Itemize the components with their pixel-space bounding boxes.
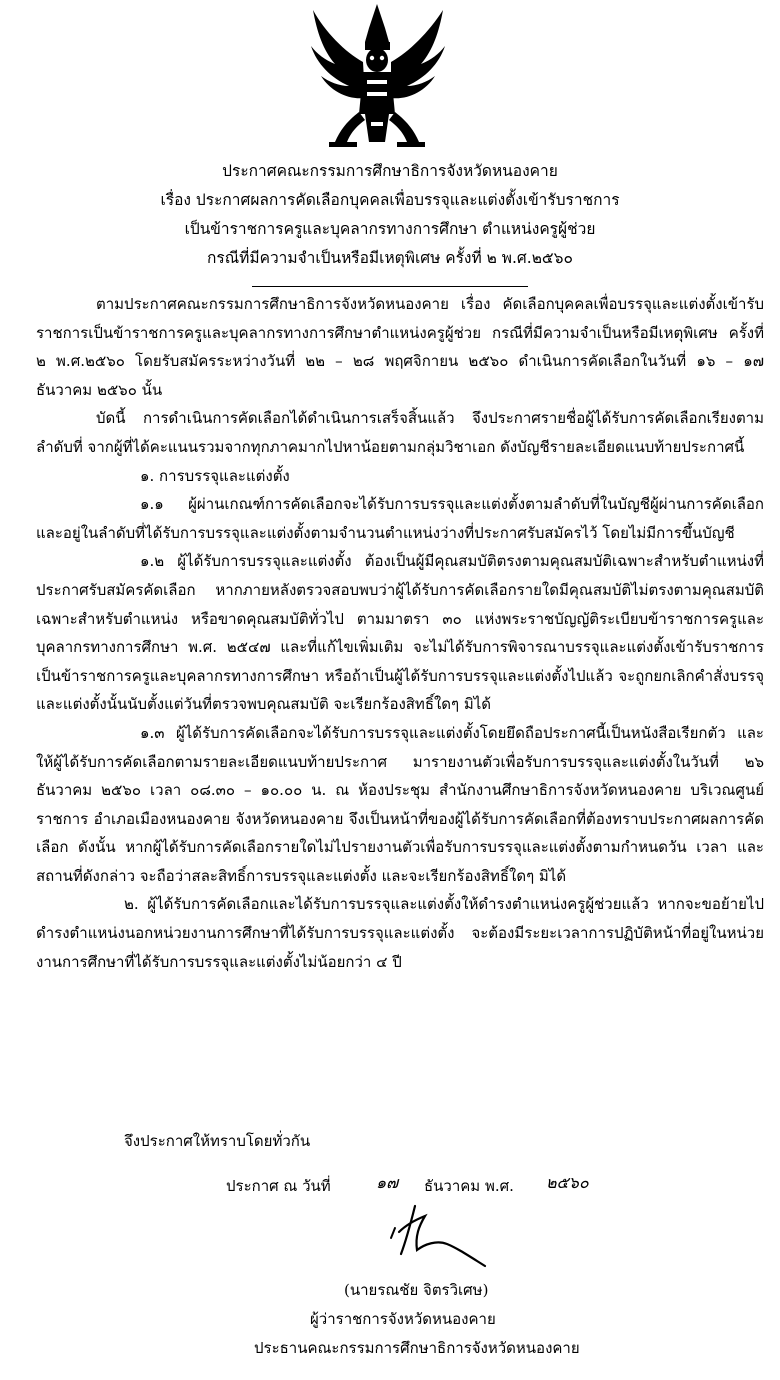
section-2: ๒. ผู้ได้รับการคัดเลือกและได้รับการบรรจุและแต่งตั้งให้ดำรงตำแหน่งครูผู้ช่วยแล้ว หากจะขอย้ายไปดำรงตำแหน่งนอกหน่วยงานการศึกษาที่ได้รับการบรรจุและแต่งตั้ง จะต้องมีระยะเวลาการปฏิบัติหน้าที่อยู่ในหน่วยงานการศึกษาที่ได้รับการบรรจุและแต่งตั้งไม่น้อยกว่า ๔ ปี	[36, 895, 764, 971]
handwritten-signature-icon	[385, 1192, 495, 1272]
announce-year: ๒๕๖๐	[546, 1173, 589, 1192]
announcement-title	[0, 157, 780, 273]
announce-day: ๑๗	[376, 1173, 399, 1192]
section-1-heading: ๑. การบรรจุและแต่งตั้ง	[140, 466, 290, 485]
signer-title: ผู้ว่าราชการจังหวัดหนองคาย	[310, 1310, 496, 1328]
closing-notice: จึงประกาศให้ทราบโดยทั่วกัน	[124, 1132, 311, 1150]
signer-name: (นายรณชัย จิตรวิเศษ)	[344, 1281, 489, 1299]
subject-line-2: เป็นข้าราชการครูและบุคลากรทางการศึกษา ตำแหน่งครูผู้ช่วย	[184, 220, 596, 238]
announce-date-label: ประกาศ ณ วันที่	[226, 1177, 331, 1195]
section-1-3: ๑.๓ ผู้ได้รับการคัดเลือกจะได้รับการบรรจุและแต่งตั้งโดยยึดถือประกาศนี้เป็นหนังสือเรียกตัว และให้ผู้ได้รับการคัดเลือกตามรายละเอียดแนบท้ายประกาศ มารายงานตัวเพื่อรับการบรรจุและแต่งตั้งในวันที่ ๒๖ ธันวาคม ๒๕๖๐ เวลา ๐๘.๓๐ – ๑๐.๐๐ น. ณ ห้องประชุม สำนักงานศึกษาธิการจังหวัดหนองคาย บริเวณศูนย์ราชการ อำเภอเมืองหนองคาย จังหวัดหนองคาย จึงเป็นหน้าที่ของผู้ได้รับการคัดเลือกที่ต้องทราบประกาศผลการคัดเลือก ดังนั้น หากผู้ได้รับการคัดเลือกรายใดไม่ไปรายงานตัวเพื่อรับการบรรจุและแต่งตั้งตามกำหนดวัน เวลา และสถานที่ดังกล่าว จะถือว่าสละสิทธิ์การบรรจุและแต่งตั้ง และจะเรียกร้องสิทธิ์ใดๆ มิได้	[36, 723, 764, 885]
title-divider	[252, 286, 528, 287]
subject-line-3: กรณีที่มีความจำเป็นหรือมีเหตุพิเศษ ครั้งที่ ๒ พ.ศ.๒๕๖๐	[207, 249, 573, 267]
section-1-1: ๑.๑ ผู้ผ่านเกณฑ์การคัดเลือกจะได้รับการบรรจุและแต่งตั้งตามลำดับที่ในบัญชีผู้ผ่านการคัดเลือก และอยู่ในลำดับที่ได้รับการบรรจุและแต่งตั้งตามจำนวนตำแหน่งว่างที่ประกาศรับสมัครไว้ โดยไม่มีการขึ้นบัญชี	[36, 495, 764, 542]
subject-line: เรื่อง ประกาศผลการคัดเลือกบุคคลเพื่อบรรจุและแต่งตั้งเข้ารับราชการ	[160, 191, 620, 209]
garuda-emblem-icon	[305, 2, 450, 152]
issuer-line: ประกาศคณะกรรมการศึกษาธิการจังหวัดหนองคาย	[222, 162, 558, 180]
paragraph-reference: ตามประกาศคณะกรรมการศึกษาธิการจังหวัดหนองคาย เรื่อง คัดเลือกบุคคลเพื่อบรรจุและแต่งตั้งเข้ารับราชการเป็นข้าราชการครูและบุคลากรทางการศึกษาตำแหน่งครูผู้ช่วย กรณีที่มีความจำเป็นหรือมีเหตุพิเศษ ครั้งที่ ๒ พ.ศ.๒๕๖๐ โดยรับสมัครระหว่างวันที่ ๒๒ – ๒๘ พฤศจิกายน ๒๕๖๐ ดำเนินการคัดเลือกในวันที่ ๑๖ – ๑๗ ธันวาคม ๒๕๖๐ นั้น	[36, 295, 764, 399]
paragraph-result: บัดนี้ การดำเนินการคัดเลือกได้ดำเนินการเสร็จสิ้นแล้ว จึงประกาศรายชื่อผู้ได้รับการคัดเลือกเรียงตามลำดับที่ จากผู้ที่ได้คะแนนรวมจากทุกภาคมากไปหาน้อยตามกลุ่มวิชาเอก ดังบัญชีรายละเอียดแนบท้ายประกาศนี้	[36, 409, 764, 456]
announce-month: ธันวาคม พ.ศ.	[424, 1177, 514, 1195]
signer-role: ประธานคณะกรรมการศึกษาธิการจังหวัดหนองคาย	[254, 1339, 580, 1357]
section-1-2: ๑.๒ ผู้ได้รับการบรรจุและแต่งตั้ง ต้องเป็นผู้มีคุณสมบัติตรงตามคุณสมบัติเฉพาะสำหรับตำแหน่งที่ประกาศรับสมัครคัดเลือก หากภายหลังตรวจสอบพบว่าผู้ได้รับการคัดเลือกรายใดมีคุณสมบัติไม่ตรงตามคุณสมบัติเฉพาะสำหรับตำแหน่ง หรือขาดคุณสมบัติทั่วไป ตามมาตรา ๓๐ แห่งพระราชบัญญัติระเบียบข้าราชการครูและบุคลากรทางการศึกษา พ.ศ. ๒๕๔๗ และที่แก้ไขเพิ่มเติม จะไม่ได้รับการพิจารณาบรรจุและแต่งตั้งเข้ารับราชการเป็นข้าราชการครูและบุคลากรทางการศึกษา หรือถ้าเป็นผู้ได้รับการบรรจุและแต่งตั้งไปแล้ว จะถูกยกเลิกคำสั่งบรรจุและแต่งตั้งนั้นนับตั้งแต่วันที่ตรวจพบคุณสมบัติ จะเรียกร้องสิทธิ์ใดๆ มิได้	[36, 552, 764, 714]
announcement-body	[36, 290, 764, 976]
